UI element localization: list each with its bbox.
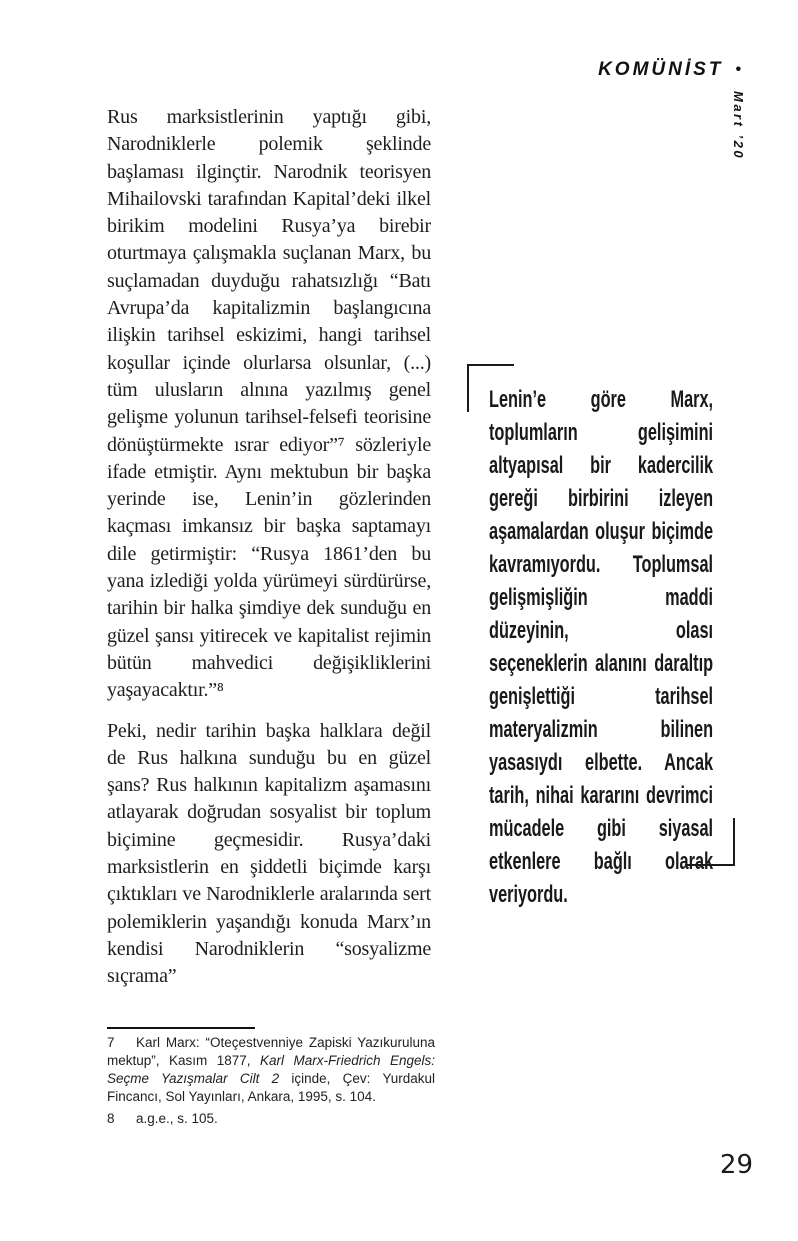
magazine-title: KOMÜNİST (598, 59, 724, 80)
footnote-7-number: 7 (107, 1035, 115, 1050)
article-paragraph-2: Peki, nedir tarihin başka halklara değil de Rus halkına sunduğu bu en güzel şans? Rus halkının kapitalizm aşamasını atlayarak doğrudan sosyalist bir toplum biçimine geçmesidir. Rusya’daki marksistlerin en şiddetli biçimde karşı çıktıkları ve Narodniklerle aralarında sert polemiklerin yaşandığı konuda Marx’ın kendisi Narodniklerin “sosyalizme sıçrama” (107, 719, 431, 988)
page-header (598, 59, 741, 81)
pullquote-close-bracket (685, 818, 735, 866)
issue-date: Mart ’20 (731, 91, 746, 161)
footnotes-section (107, 1034, 435, 1128)
footnote-7 (107, 1034, 435, 1106)
footnote-7-text: Karl Marx: “Oteçestvenniye Zapiski Yazıkuruluna mektup”, Kasım 1877, (107, 1035, 435, 1068)
footnote-8 (107, 1110, 435, 1128)
footnote-8-text: a.g.e., s. 105. (136, 1111, 218, 1126)
footnote-7-book-title: Karl Marx-Friedrich Engels: Seçme Yazışmalar Cilt 2 (107, 1053, 435, 1086)
bullet-separator-icon: • (735, 61, 741, 78)
pullquote-text: Lenin’e göre Marx, toplumların gelişimini altyapısal bir kadercilik gereği birbirini izleyen aşamalardan oluşur biçimde kavramıyordu. Toplumsal gelişmişliğin maddi düzeyinin, olası seçeneklerin alanını daraltıp genişlettiği tarihsel materyalizmin bilinen yasasıydı elbette. Ancak tarih, nihai kararını devrimci mücadele gibi siyasal etkenlere bağlı olarak veriyordu. (489, 386, 714, 908)
page-number: 29 (719, 1150, 753, 1180)
footnote-7-text-end: içinde, Çev: Yurdakul Fincancı, Sol Yayınları, Ankara, 1995, s. 104. (107, 1071, 435, 1104)
footnote-8-number: 8 (107, 1111, 115, 1126)
pullquote (489, 383, 713, 911)
article-paragraph-1: Rus marksistlerinin yaptığı gibi, Narodniklerle polemik şeklinde başlaması ilginçtir. Narodnik teorisyen Mihailovski tarafından Kapital’deki ilkel birikim modelini Rusya’ya birebir oturtmaya çalışmakla suçlanan Marx, bu suçlamadan duyduğu rahatsızlığı “Batı Avrupa’da kapitalizmin başlangıcına ilişkin tarihsel eskizimi, hangi tarihsel koşullar içinde olurlarsa olsunlar, (...) tüm ulusların alnına yazılmış genel gelişme yolunun tarihsel-felsefi teorisine dönüştürmekte ısrar ediyor”⁷ sözleriyle ifade etmiştir. Aynı mektubun bir başka yerinde ise, Lenin’in gözlerinden kaçması imkansız bir başka saptamayı dile getirmiştir: “Rusya 1861’den bu yana izlediği yolda yürümeyi sürdürürse, tarihin bir halka şimdiye dek sunduğu en güzel şansı yitirecek ve kapitalist rejimin bütün mahvedici değişikliklerini yaşayacaktır.”⁸ (107, 106, 431, 702)
article-text-column (107, 104, 431, 991)
footnote-divider (107, 1027, 255, 1029)
